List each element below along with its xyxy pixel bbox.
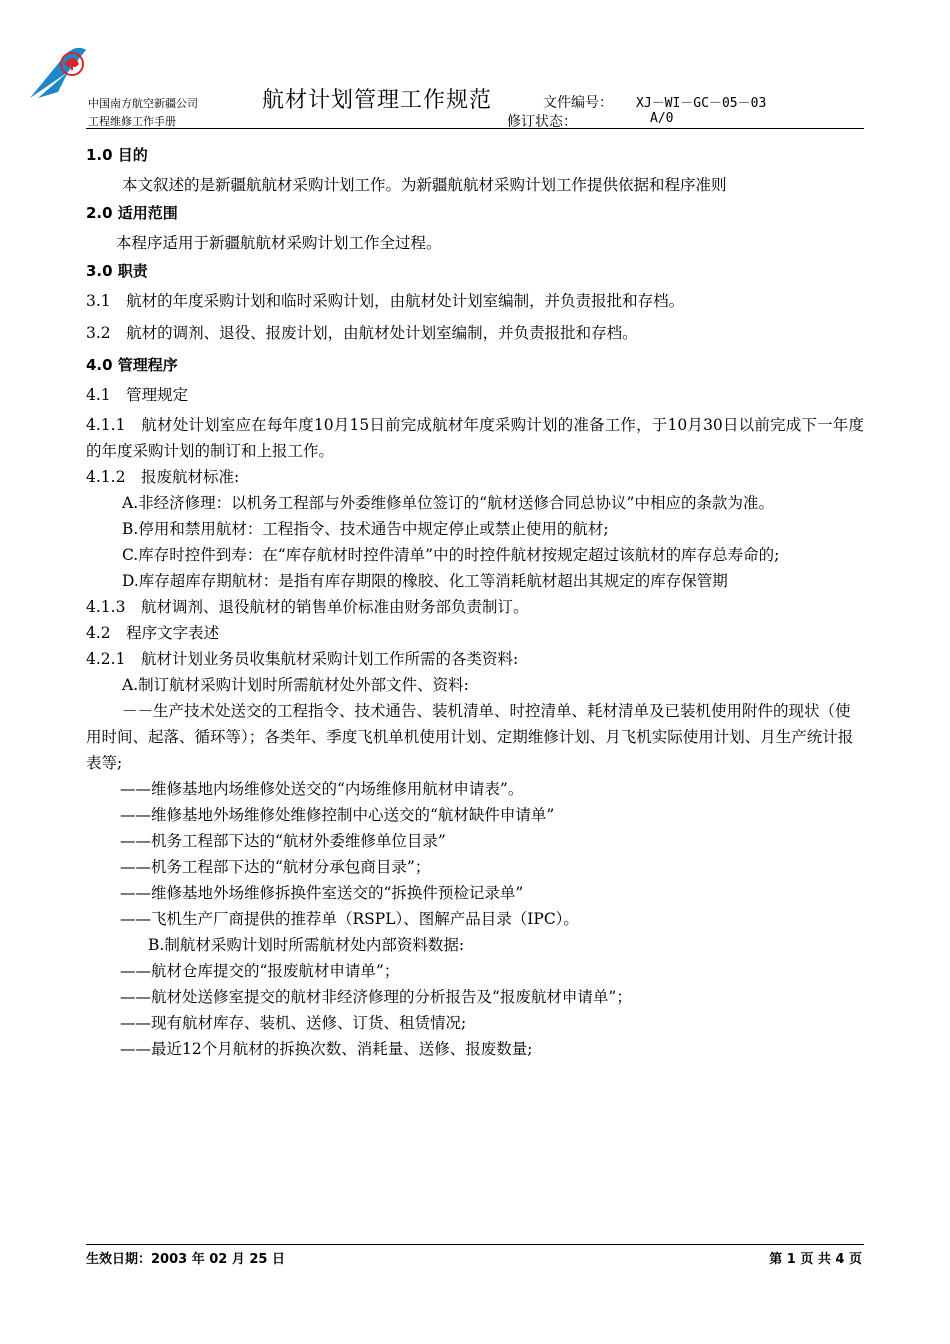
- section-heading: 2.0 适用范围: [86, 204, 178, 222]
- header-divider: [86, 128, 864, 129]
- paragraph: －－生产技术处送交的工程指令、技术通告、装机清单、时控清单、耗材清单及已装机使用附件的现状（使用时间、起落、循环等）；各类年、季度飞机单机使用计划、定期维修计划、月飞机实际使用计划、月生产统计报表等;: [86, 702, 854, 772]
- effective-date: 生效日期：2003 年 02 月 25 日: [86, 1252, 285, 1267]
- section-heading: 1.0 目的: [86, 146, 148, 164]
- list-item: ——航材处送修室提交的航材非经济修理的分析报告及“报废航材申请单”；: [120, 988, 632, 1006]
- paragraph: C.库存时控件到寿：在“库存航材时控件清单”中的时控件航材按规定超过该航材的库存总寿命的;: [122, 546, 780, 564]
- paragraph: D.库存超库存期航材：是指有库存期限的橡胶、化工等消耗航材超出其规定的库存保管期: [122, 572, 728, 590]
- paragraph: 4.1.1 航材处计划室应在每年度10月15日前完成航材年度采购计划的准备工作，于10月30日以前完成下一年度的年度采购计划的制订和上报工作。: [86, 416, 864, 460]
- revision-value: A/0: [650, 111, 674, 126]
- list-item: ——维修基地外场维修拆换件室送交的“拆换件预检记录单”: [120, 884, 524, 902]
- paragraph: B.制航材采购计划时所需航材处内部资料数据:: [148, 936, 465, 954]
- paragraph: 本程序适用于新疆航航材采购计划工作全过程。: [116, 234, 442, 252]
- section-heading: 3.0 职责: [86, 262, 148, 280]
- doc-number-label: 文件编号：: [543, 95, 613, 111]
- paragraph: 3.1 航材的年度采购计划和临时采购计划，由航材处计划室编制，并负责报批和存档。: [86, 292, 685, 310]
- paragraph: B.停用和禁用航材：工程指令、技术通告中规定停止或禁止使用的航材;: [122, 520, 609, 538]
- revision-label: 修订状态：: [507, 114, 577, 130]
- paragraph: A.制订航材采购计划时所需航材处外部文件、资料:: [122, 676, 469, 694]
- paragraph: 4.1.3 航材调剂、退役航材的销售单价标准由财务部负责制订。: [86, 598, 529, 616]
- paragraph: 4.1.2 报废航材标准:: [86, 468, 240, 486]
- page-number: 第 1 页 共 4 页: [769, 1252, 862, 1267]
- list-item: ——机务工程部下达的“航材外委维修单位目录”: [120, 832, 446, 850]
- section-heading: 4.0 管理程序: [86, 356, 178, 374]
- doc-number: XJ－WI－GC－05－03: [636, 96, 767, 111]
- list-item: ——维修基地外场维修处维修控制中心送交的“航材缺件申请单”: [120, 806, 555, 824]
- paragraph: 本文叙述的是新疆航航材采购计划工作。为新疆航航材采购计划工作提供依据和程序准则: [122, 176, 727, 194]
- footer-divider: [86, 1244, 864, 1245]
- document-body: [86, 140, 864, 1062]
- china-southern-logo: [28, 42, 100, 100]
- list-item: ——机务工程部下达的“航材分承包商目录”；: [120, 858, 431, 876]
- manual-name: 工程维修工作手册: [88, 115, 176, 128]
- list-item: ——维修基地内场维修处送交的“内场维修用航材申请表”。: [120, 780, 524, 798]
- list-item: ——现有航材库存、装机、送修、订货、租赁情况;: [120, 1014, 467, 1032]
- document-title: 航材计划管理工作规范: [262, 88, 493, 113]
- list-item: ——最近12个月航材的拆换次数、消耗量、送修、报废数量;: [120, 1040, 533, 1058]
- paragraph: 4.2 程序文字表述: [86, 624, 220, 642]
- list-item: ——飞机生产厂商提供的推荐单（RSPL）、图解产品目录（IPC）。: [120, 910, 579, 928]
- paragraph: 4.1 管理规定: [86, 386, 189, 404]
- paragraph: 4.2.1 航材计划业务员收集航材采购计划工作所需的各类资料:: [86, 650, 519, 668]
- company-name: 中国南方航空新疆公司: [88, 97, 198, 110]
- list-item: ——航材仓库提交的“报废航材申请单”；: [120, 962, 400, 980]
- paragraph: A.非经济修理：以机务工程部与外委维修单位签订的“航材送修合同总协议”中相应的条款为准。: [122, 494, 774, 512]
- paragraph: 3.2 航材的调剂、退役、报废计划，由航材处计划室编制，并负责报批和存档。: [86, 324, 638, 342]
